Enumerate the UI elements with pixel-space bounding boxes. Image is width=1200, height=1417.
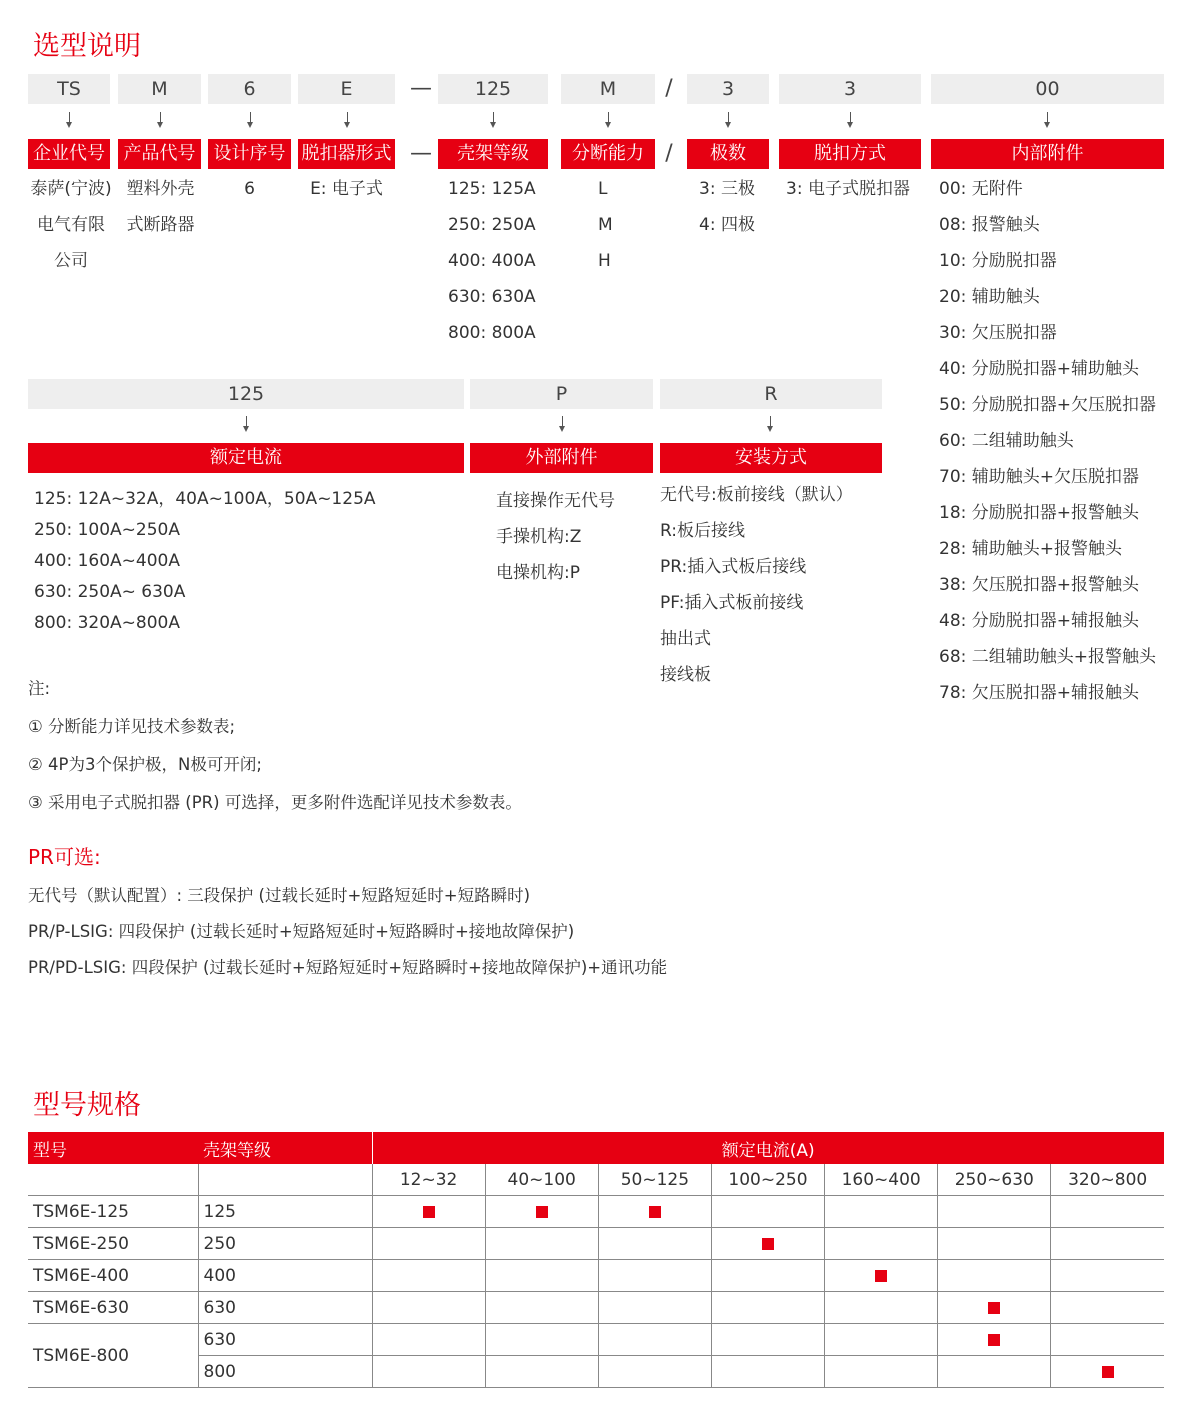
list-item: 18: 分励脱扣器+报警触头 xyxy=(939,503,1140,523)
list-item: 800: 320A~800A xyxy=(34,613,180,633)
separator-slash: / xyxy=(665,76,673,101)
header-rated-current: 额定电流(A) xyxy=(372,1132,1164,1164)
mark-cell xyxy=(372,1228,485,1260)
mark-cell xyxy=(485,1228,598,1260)
list-item: 78: 欠压脱扣器+辅报触头 xyxy=(939,683,1140,703)
selected-mark-icon xyxy=(988,1302,1000,1314)
mark-cell xyxy=(598,1324,711,1356)
list-item: 电操机构:P xyxy=(496,563,580,583)
product-name xyxy=(118,171,203,243)
external-accessories-list xyxy=(496,483,615,591)
mark-cell xyxy=(1051,1292,1164,1324)
mark-cell xyxy=(825,1196,938,1228)
list-item: 08: 报警触头 xyxy=(939,215,1040,235)
mark-cell xyxy=(825,1228,938,1260)
company-line: 泰萨(宁波) xyxy=(30,179,112,199)
list-item: PR:插入式板后接线 xyxy=(660,557,807,577)
table-row xyxy=(28,1196,1164,1228)
list-item: 630: 250A~ 630A xyxy=(34,582,186,602)
mark-cell xyxy=(711,1260,824,1292)
mark-cell xyxy=(825,1260,938,1292)
section-title-selection: 选型说明 xyxy=(33,31,141,62)
mark-cell xyxy=(1051,1196,1164,1228)
list-item: 40: 分励脱扣器+辅助触头 xyxy=(939,359,1140,379)
model-cell: TSM6E-630 xyxy=(28,1292,198,1324)
mark-cell xyxy=(598,1356,711,1388)
mark-cell xyxy=(485,1356,598,1388)
selected-mark-icon xyxy=(536,1206,548,1218)
list-item: 手操机构:Z xyxy=(496,527,582,547)
list-item: 250: 100A~250A xyxy=(34,520,180,540)
list-item: 3: 三极 xyxy=(699,179,755,199)
list-item: 30: 欠压脱扣器 xyxy=(939,323,1057,343)
list-item: R:板后接线 xyxy=(660,521,746,541)
label-internal-accessories: 内部附件 xyxy=(931,139,1164,169)
note-item: ② 4P为3个保护极，N极可开闭; xyxy=(28,755,262,774)
label-product-code: 产品代号 xyxy=(118,139,201,169)
code-external: P xyxy=(470,379,653,409)
trip-form-value: E: 电子式 xyxy=(310,179,383,199)
mark-cell xyxy=(825,1292,938,1324)
pr-option: 无代号（默认配置）: 三段保护 (过载长延时+短路短延时+短路瞬时) xyxy=(28,886,531,905)
section-title-model-spec: 型号规格 xyxy=(33,1090,141,1121)
list-item: 400: 160A~400A xyxy=(34,551,180,571)
label-trip-method: 脱扣方式 xyxy=(779,139,921,169)
list-item: 70: 辅助触头+欠压脱扣器 xyxy=(939,467,1140,487)
list-item: 630: 630A xyxy=(448,287,536,307)
model-cell: TSM6E-125 xyxy=(28,1196,198,1228)
mark-cell xyxy=(825,1356,938,1388)
header-model: 型号 xyxy=(28,1132,198,1164)
selected-mark-icon xyxy=(988,1334,1000,1346)
mark-cell xyxy=(372,1260,485,1292)
pr-option: PR/PD-LSIG: 四段保护 (过载长延时+短路短延时+短路瞬时+接地故障保护)+通讯功能 xyxy=(28,958,668,977)
separator-dash: — xyxy=(410,76,432,101)
poles-list xyxy=(699,171,755,243)
mark-cell xyxy=(598,1260,711,1292)
list-item: 800: 800A xyxy=(448,323,536,343)
mark-cell xyxy=(372,1356,485,1388)
model-spec-table xyxy=(28,1132,1164,1388)
mark-cell xyxy=(1051,1324,1164,1356)
mark-cell xyxy=(938,1228,1051,1260)
list-item: 直接操作无代号 xyxy=(496,491,615,511)
list-item: L xyxy=(598,179,608,199)
code-enterprise: TS xyxy=(28,74,110,104)
design-no-value: 6 xyxy=(244,179,255,199)
pr-option: PR/P-LSIG: 四段保护 (过载长延时+短路短延时+短路瞬时+接地故障保护) xyxy=(28,922,575,941)
mark-cell xyxy=(938,1324,1051,1356)
list-item: 125: 125A xyxy=(448,179,536,199)
label-frame-level: 壳架等级 xyxy=(438,139,548,169)
model-cell: TSM6E-250 xyxy=(28,1228,198,1260)
table-row xyxy=(28,1260,1164,1292)
list-item: 28: 辅助触头+报警触头 xyxy=(939,539,1123,559)
selected-mark-icon xyxy=(1102,1366,1114,1378)
list-item: PF:插入式板前接线 xyxy=(660,593,804,613)
code-poles: 3 xyxy=(687,74,769,104)
list-item: 20: 辅助触头 xyxy=(939,287,1040,307)
internal-accessories-list xyxy=(939,171,1156,711)
label-installation: 安装方式 xyxy=(660,443,882,473)
trip-method-value: 3: 电子式脱扣器 xyxy=(786,179,910,199)
company-name xyxy=(26,171,116,279)
mark-cell xyxy=(372,1292,485,1324)
frame-cell: 400 xyxy=(198,1260,372,1292)
product-line: 式断路器 xyxy=(126,215,195,235)
product-line: 塑料外壳 xyxy=(126,179,195,199)
mark-cell xyxy=(485,1196,598,1228)
code-design: 6 xyxy=(208,74,291,104)
code-frame: 125 xyxy=(438,74,548,104)
label-trip-form: 脱扣器形式 xyxy=(298,139,395,169)
list-item: 无代号:板前接线（默认） xyxy=(660,485,853,505)
table-row-ranges xyxy=(28,1164,1164,1196)
pr-options-title: PR可选: xyxy=(28,845,101,869)
list-item: 250: 250A xyxy=(448,215,536,235)
range-header: 250~630 xyxy=(938,1164,1051,1196)
model-cell: TSM6E-400 xyxy=(28,1260,198,1292)
mark-cell xyxy=(598,1196,711,1228)
range-header: 40~100 xyxy=(485,1164,598,1196)
table-row xyxy=(28,1228,1164,1260)
list-item: H xyxy=(598,251,611,271)
code-trip-form: E xyxy=(298,74,395,104)
table-row xyxy=(28,1324,1164,1356)
list-item: 38: 欠压脱扣器+报警触头 xyxy=(939,575,1140,595)
label-rated-current: 额定电流 xyxy=(28,443,464,473)
list-item: 48: 分励脱扣器+辅报触头 xyxy=(939,611,1140,631)
list-item: 00: 无附件 xyxy=(939,179,1023,199)
table-row xyxy=(28,1356,1164,1388)
list-item: M xyxy=(598,215,613,235)
company-line: 公司 xyxy=(54,251,88,271)
list-item: 接线板 xyxy=(660,665,711,685)
label-poles: 极数 xyxy=(687,139,769,169)
code-trip-method: 3 xyxy=(779,74,921,104)
selected-mark-icon xyxy=(649,1206,661,1218)
code-product: M xyxy=(118,74,201,104)
range-header: 160~400 xyxy=(825,1164,938,1196)
mark-cell xyxy=(485,1260,598,1292)
selected-mark-icon xyxy=(875,1270,887,1282)
mark-cell xyxy=(485,1324,598,1356)
mark-cell xyxy=(938,1260,1051,1292)
code-internal: 00 xyxy=(931,74,1164,104)
mark-cell xyxy=(711,1324,824,1356)
mark-cell xyxy=(938,1356,1051,1388)
breaking-list xyxy=(598,171,613,279)
label-design-no: 设计序号 xyxy=(208,139,291,169)
mark-cell xyxy=(938,1196,1051,1228)
installation-list xyxy=(660,477,853,693)
mark-cell xyxy=(825,1324,938,1356)
mark-cell xyxy=(485,1292,598,1324)
table-cell xyxy=(28,1164,198,1196)
list-item: 10: 分励脱扣器 xyxy=(939,251,1057,271)
note-item: ③ 采用电子式脱扣器 (PR) 可选择，更多附件选配详见技术参数表。 xyxy=(28,793,522,812)
frame-cell: 630 xyxy=(198,1324,372,1356)
mark-cell xyxy=(711,1292,824,1324)
code-installation: R xyxy=(660,379,882,409)
frame-level-list xyxy=(448,171,536,351)
notes-title: 注: xyxy=(28,679,51,698)
mark-cell xyxy=(711,1196,824,1228)
list-item: 4: 四极 xyxy=(699,215,755,235)
rated-current-list xyxy=(34,484,376,639)
frame-cell: 630 xyxy=(198,1292,372,1324)
mark-cell xyxy=(938,1292,1051,1324)
range-header: 50~125 xyxy=(598,1164,711,1196)
code-rated-current: 125 xyxy=(28,379,464,409)
frame-cell: 125 xyxy=(198,1196,372,1228)
selected-mark-icon xyxy=(423,1206,435,1218)
range-header: 100~250 xyxy=(711,1164,824,1196)
mark-cell xyxy=(711,1356,824,1388)
code-breaking: M xyxy=(561,74,655,104)
mark-cell xyxy=(372,1324,485,1356)
label-breaking-capacity: 分断能力 xyxy=(561,139,655,169)
mark-cell xyxy=(1051,1228,1164,1260)
table-row xyxy=(28,1292,1164,1324)
company-line: 电气有限 xyxy=(37,215,105,235)
label-external-accessories: 外部附件 xyxy=(470,443,653,473)
table-cell xyxy=(198,1164,372,1196)
note-item: ① 分断能力详见技术参数表; xyxy=(28,717,236,736)
list-item: 50: 分励脱扣器+欠压脱扣器 xyxy=(939,395,1157,415)
label-enterprise-code: 企业代号 xyxy=(28,139,110,169)
mark-cell xyxy=(372,1196,485,1228)
mark-cell xyxy=(1051,1356,1164,1388)
list-item: 60: 二组辅助触头 xyxy=(939,431,1074,451)
mark-cell xyxy=(711,1228,824,1260)
list-item: 68: 二组辅助触头+报警触头 xyxy=(939,647,1157,667)
mark-cell xyxy=(598,1292,711,1324)
separator-slash: / xyxy=(665,141,673,166)
mark-cell xyxy=(1051,1260,1164,1292)
separator-dash: — xyxy=(410,141,432,166)
mark-cell xyxy=(598,1228,711,1260)
range-header: 12~32 xyxy=(372,1164,485,1196)
header-frame: 壳架等级 xyxy=(198,1132,372,1164)
model-cell: TSM6E-800 xyxy=(28,1324,198,1388)
range-header: 320~800 xyxy=(1051,1164,1164,1196)
list-item: 抽出式 xyxy=(660,629,711,649)
list-item: 125: 12A~32A，40A~100A，50A~125A xyxy=(34,489,376,509)
frame-cell: 800 xyxy=(198,1356,372,1388)
selected-mark-icon xyxy=(762,1238,774,1250)
list-item: 400: 400A xyxy=(448,251,536,271)
frame-cell: 250 xyxy=(198,1228,372,1260)
